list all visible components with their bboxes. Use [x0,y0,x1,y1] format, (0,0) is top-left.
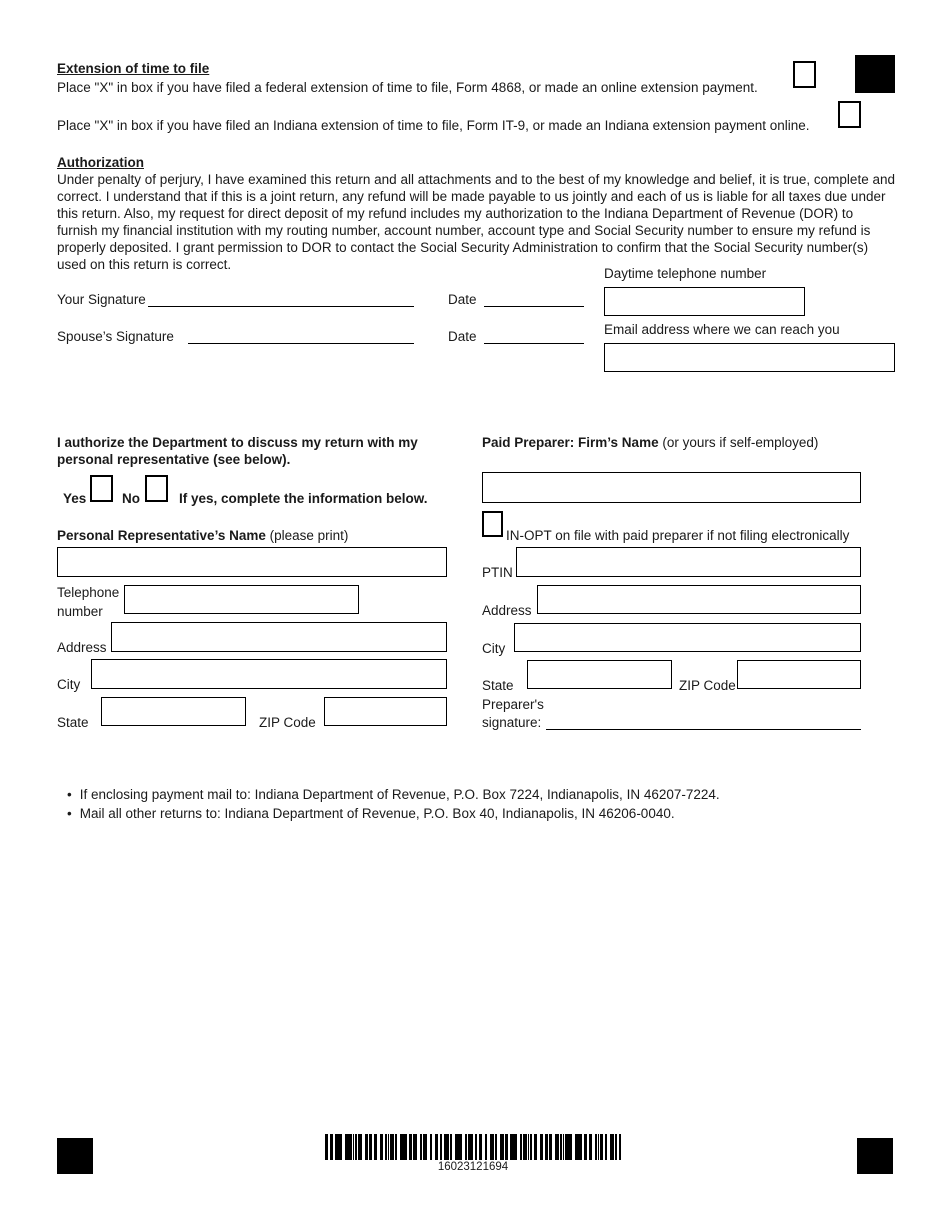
rep-telephone-label-line1: Telephone [57,585,120,600]
your-signature-line[interactable] [148,291,414,307]
spouse-signature-date-line[interactable] [484,328,584,344]
authorize-representative-text: I authorize the Department to discuss my return with my personal representative (see below). [57,435,418,467]
rep-name-label [57,528,348,543]
email-field[interactable] [604,343,895,372]
no-checkbox[interactable] [145,475,168,502]
inopt-label: IN-OPT on file with paid preparer if not filing electronically [506,528,850,543]
ptin-field[interactable] [516,547,861,577]
if-yes-label: If yes, complete the information below. [179,491,428,506]
rep-name-field[interactable] [57,547,447,577]
registration-mark-top-right [855,55,895,93]
preparer-signature-label-line2: signature: [482,715,542,730]
extension-line1: Place "X" in box if you have filed a federal extension of time to file, Form 4868, or made an online extension payment. [57,80,758,95]
spouse-signature-line[interactable] [188,328,414,344]
yes-label: Yes [63,491,87,506]
rep-telephone-label-line2: number [57,604,103,619]
daytime-phone-label: Daytime telephone number [604,266,767,281]
authorization-body: Under penalty of perjury, I have examined this return and all attachments and to the best of my knowledge and belief, it is true, complete and correct. I understand that if this is a joint return, any refund will be made payable to us jointly and each of us is liable for all taxes due under this return. Also, my request for direct deposit of my refund includes my authorization to the Indiana Department of Revenue (DOR) to furnish my financial institution with my routing number, account number, account type and Social Security number to ensure my refund is properly deposited. I grant permission to DOR to contact the Social Security Administration to confirm that the Social Security number(s) used on this return is correct. [57,172,895,272]
preparer-firm-field[interactable] [482,472,861,503]
preparer-firm-label [482,435,882,450]
preparer-state-field[interactable] [527,660,672,689]
rep-state-label: State [57,715,89,730]
preparer-firm-label-normal: (or yours if self-employed) [658,435,819,450]
preparer-city-field[interactable] [514,623,861,652]
rep-city-field[interactable] [91,659,447,689]
barcode-number: 16023121694 [437,1161,509,1173]
preparer-address-field[interactable] [537,585,861,614]
preparer-address-label: Address [482,603,532,618]
extension-line2: Place "X" in box if you have filed an Indiana extension of time to file, Form IT-9, or made an Indiana extension payment online. [57,118,810,133]
preparer-firm-label-bold: Paid Preparer: Firm’s Name [482,435,659,450]
daytime-phone-field[interactable] [604,287,805,316]
authorization-heading: Authorization [57,155,144,170]
spouse-signature-label: Spouse’s Signature [57,329,174,344]
yes-checkbox[interactable] [90,475,113,502]
mailing-bullet-payment: • If enclosing payment mail to: Indiana Department of Revenue, P.O. Box 7224, Indianapolis, IN 46207-7224. [67,787,867,802]
preparer-signature-line[interactable] [546,714,861,730]
no-label: No [122,491,140,506]
rep-zip-field[interactable] [324,697,447,726]
indiana-extension-checkbox[interactable] [838,101,861,128]
federal-extension-checkbox[interactable] [793,61,816,88]
barcode [325,1134,621,1160]
ptin-label: PTIN [482,565,513,580]
inopt-checkbox[interactable] [482,511,503,537]
preparer-zip-label: ZIP Code [679,678,736,693]
extension-heading: Extension of time to file [57,61,210,76]
preparer-signature-label-line1: Preparer's [482,697,544,712]
preparer-zip-field[interactable] [737,660,861,689]
spouse-signature-date-label: Date [448,329,477,344]
rep-address-label: Address [57,640,107,655]
rep-state-field[interactable] [101,697,246,726]
preparer-state-label: State [482,678,514,693]
rep-telephone-field[interactable] [124,585,359,614]
your-signature-date-label: Date [448,292,477,307]
rep-name-label-normal: (please print) [265,528,349,543]
rep-city-label: City [57,677,81,692]
preparer-city-label: City [482,641,506,656]
rep-name-label-bold: Personal Representative’s Name [57,528,266,543]
rep-zip-label: ZIP Code [259,715,316,730]
mailing-bullet-other: • Mail all other returns to: Indiana Department of Revenue, P.O. Box 40, Indianapolis, IN 46206-0040. [67,806,867,821]
your-signature-label: Your Signature [57,292,146,307]
your-signature-date-line[interactable] [484,291,584,307]
rep-address-field[interactable] [111,622,447,652]
email-label: Email address where we can reach you [604,322,840,337]
registration-mark-bottom-left [57,1138,93,1174]
registration-mark-bottom-right [857,1138,893,1174]
